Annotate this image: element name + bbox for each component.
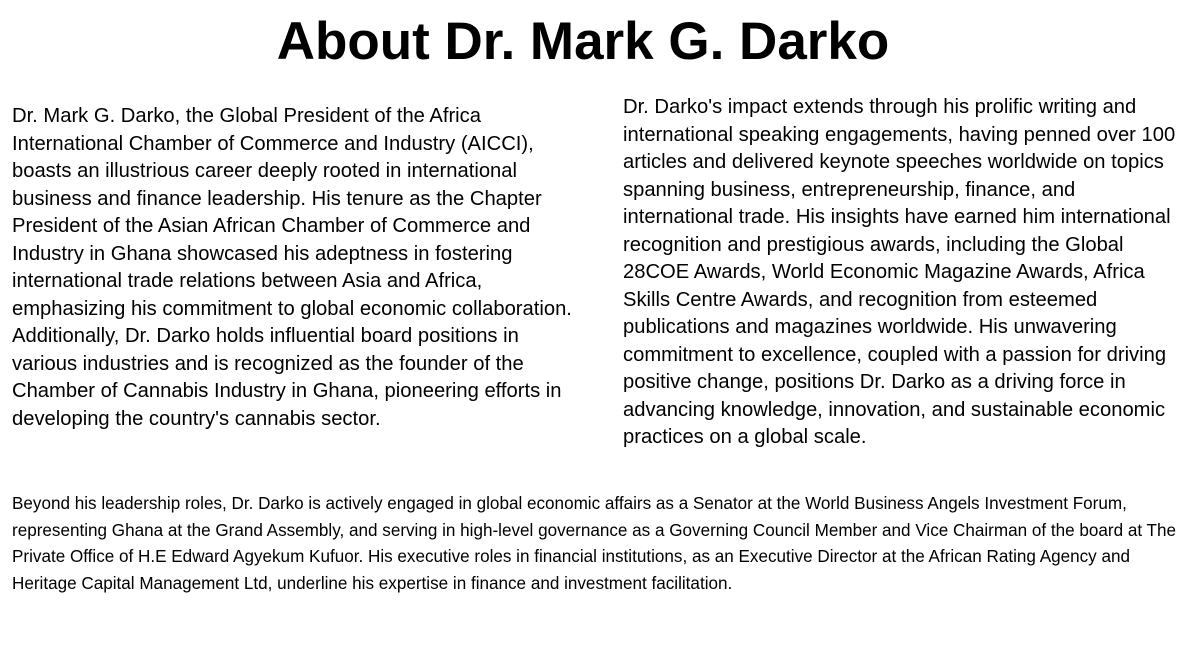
bio-paragraph-left: Dr. Mark G. Darko, the Global President of the Africa International Chamber of Commerce and Industry (AICCI), boasts an illustrious career deeply rooted in international business and finance leadership. His tenure as the Chapter President of the Asian African Chamber of Commerce and Industry in Ghana showcased his adeptness in fostering international trade relations between Asia and Africa, emphasizing his commitment to global economic collaboration. Additionally, Dr. Darko holds influential board positions in various industries and is recognized as the founder of the Chamber of Cannabis Industry in Ghana, pioneering efforts in developing the country's cannabis sector. xyxy=(12,105,572,430)
page-title: About Dr. Mark G. Darko xyxy=(276,12,890,71)
bio-paragraph-bottom: Beyond his leadership roles, Dr. Darko is actively engaged in global economic affairs as a Senator at the World Business Angels Investment Forum, representing Ghana at the Grand Assembly, and serving in high-level governance as a Governing Council Member and Vice Chairman of the board at The Private Office of H.E Edward Agyekum Kufuor. His executive roles in financial institutions, as an Executive Director at the African Rating Agency and Heritage Capital Management Ltd, underline his expertise in finance and investment facilitation. xyxy=(12,494,1176,593)
bio-paragraph-right: Dr. Darko's impact extends through his prolific writing and international speaking engagements, having penned over 100 articles and delivered keynote speeches worldwide on topics spanning business, entrepreneurship, finance, and international trade. His insights have earned him international recognition and prestigious awards, including the Global 28COE Awards, World Economic Magazine Awards, Africa Skills Centre Awards, and recognition from esteemed publications and magazines worldwide. His unwavering commitment to excellence, coupled with a passion for driving positive change, positions Dr. Darko as a driving force in advancing knowledge, innovation, and sustainable economic practices on a global scale. xyxy=(623,96,1176,448)
